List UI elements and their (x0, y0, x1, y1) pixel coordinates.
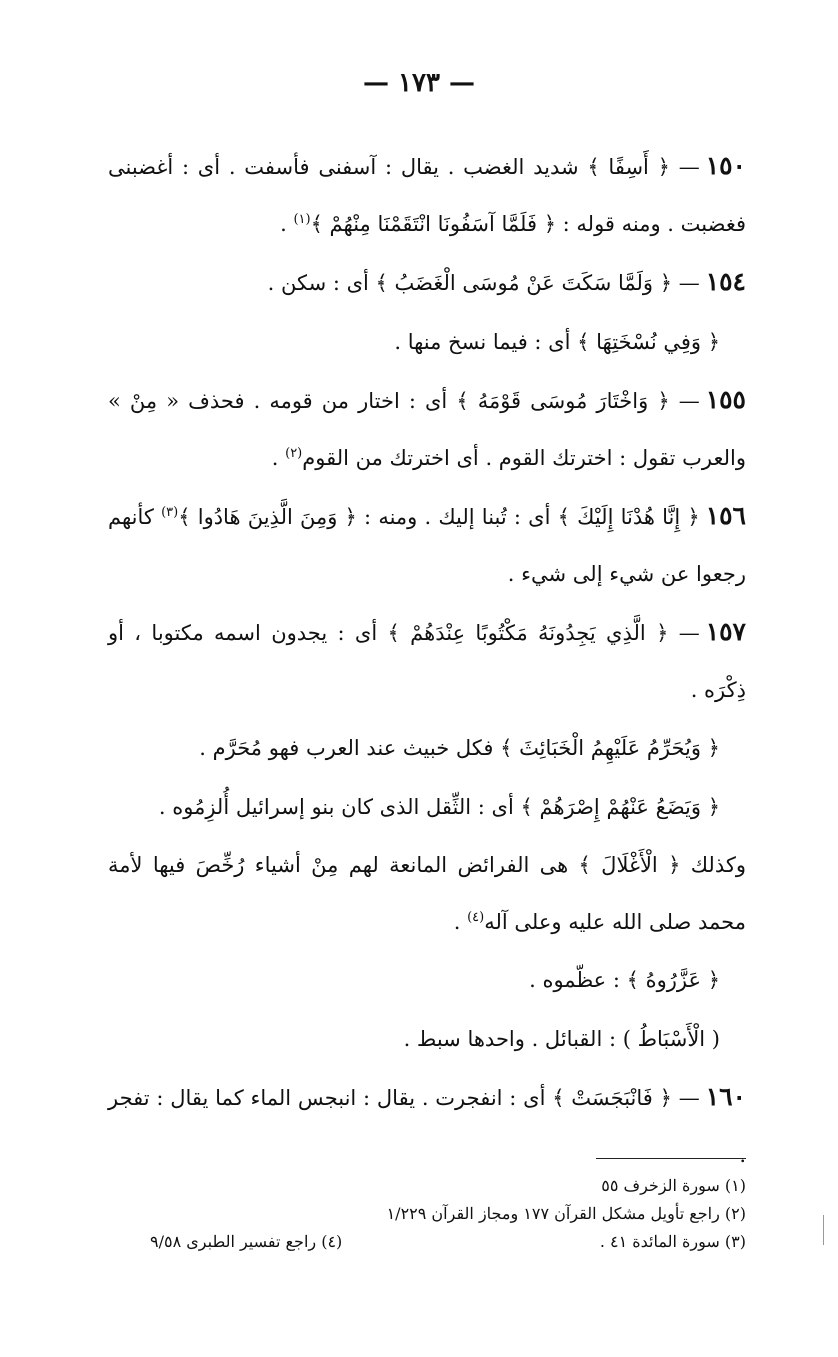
entry-160 (108, 1069, 746, 1183)
verse-number: ١٥٦ (705, 501, 746, 530)
footnote-ref[interactable]: (٤) (467, 909, 485, 925)
entry-tail: . (271, 445, 286, 470)
verse-number: ١٥٤ (705, 267, 746, 296)
entry-text: — ﴿ فَانْبَجَسَتْ ﴾ أى : انفجرت . يقال : انبجس الماء كما يقال : تفجر . (108, 1086, 746, 1167)
entry-157-sub-4 (108, 952, 746, 1009)
entry-text: — ﴿ وَلَمَّا سَكَتَ عَنْ مُوسَى الْغَضَبُ ﴾ أى : سكن . (267, 271, 700, 295)
footnote-2: (٢) راجع تأويل مشكل القرآن ١٧٧ ومجاز القرآن ١/٢٢٩ (386, 1204, 746, 1223)
footnote-1: (١) سورة الزخرف ٥٥ (601, 1176, 746, 1195)
entry-154-sub (108, 314, 746, 371)
entry-text: ﴿ وَيُحَرِّمُ عَلَيْهِمُ الْخَبَائِثَ ﴾ فكل خبيث عند العرب فهو مُحَرَّم . (199, 736, 720, 760)
main-text (108, 138, 746, 1185)
verse-number: ١٥٥ (705, 385, 746, 414)
entry-157 (108, 604, 746, 718)
entry-154 (108, 254, 746, 312)
footnote-row (150, 1228, 746, 1256)
entry-text: ﴿ وَفِي نُسْخَتِهَا ﴾ أى : فيما نسخ منها . (394, 329, 720, 354)
entry-text: ( الْأَسْبَاطُ ) : القبائل . واحدها سبط . (403, 1026, 720, 1051)
verse-number: ١٥٠ (705, 151, 746, 180)
entry-text: — ﴿ وَاخْتَارَ مُوسَى قَوْمَهُ ﴾ أى : اختار من قومه . فحذف « مِنْ » والعرب تقول : اخترتك القوم . أى اخترتك من القوم (108, 389, 746, 470)
footnote-4: (٤) راجع تفسير الطبرى ٩/٥٨ (150, 1232, 343, 1251)
verse-number: ١٥٧ (705, 617, 746, 646)
footnote-divider (596, 1158, 746, 1159)
verse-number: ١٦٠ (705, 1082, 746, 1111)
entry-156 (108, 488, 746, 602)
entry-155 (108, 372, 746, 486)
entry-text: ﴿ وَيَضَعُ عَنْهُمْ إِصْرَهُمْ ﴾ أى : الثِّقل الذى كان بنو إسرائيل أُلزِمُوه . (158, 794, 720, 819)
entry-157-sub-1 (108, 720, 746, 777)
entry-text: ﴿ عَزَّرُوهُ ﴾ : عظّموه . (529, 968, 720, 992)
footnote-ref[interactable]: (٢) (285, 445, 303, 461)
entry-157-sub-2 (108, 779, 746, 836)
footnote-ref[interactable]: (٣) (161, 505, 179, 520)
footnotes (150, 1172, 746, 1256)
entry-150 (108, 138, 746, 252)
footnote-3: (٣) سورة المائدة ٤١ . (599, 1232, 746, 1251)
margin-mark (823, 1215, 824, 1245)
footnote-ref[interactable]: (١) (293, 211, 311, 227)
entry-text: وكذلك ﴿ الْأَغْلَالَ ﴾ هى الفرائض المانعة لهم مِنْ أشياء رُخِّصَ فيها لأمة محمد صلى الله عليه وعلى آله (108, 853, 746, 934)
entry-tail: . (280, 211, 294, 236)
entry-160-pre (108, 1011, 746, 1068)
entry-tail: . (453, 909, 468, 934)
page-number: — ١٧٣ — (362, 68, 476, 98)
entry-text: ﴿ إِنَّا هُدْنَا إِلَيْكَ ﴾ أى : تُبنا إليك . ومنه : ﴿ وَمِنَ الَّذِينَ هَادُوا ﴾ (178, 505, 700, 529)
entry-157-sub-3 (108, 837, 746, 950)
entry-text: — ﴿ الَّذِي يَجِدُونَهُ مَكْتُوبًا عِنْدَهُمْ ﴾ أى : يجدون اسمه مكتوبا ، أو ذِكْرَه . (108, 621, 746, 702)
entry-text: — ﴿ أَسِفًا ﴾ شديد الغضب . يقال : آسفنى فأسفت . أى : أغضبنى فغضبت . ومنه قوله : ﴿ فَلَمَّا آسَفُونَا انْتَقَمْنَا مِنْهُمْ ﴾ (108, 155, 746, 236)
entry-tail: كأنهم رجعوا عن شيء إلى شيء . (108, 505, 746, 586)
